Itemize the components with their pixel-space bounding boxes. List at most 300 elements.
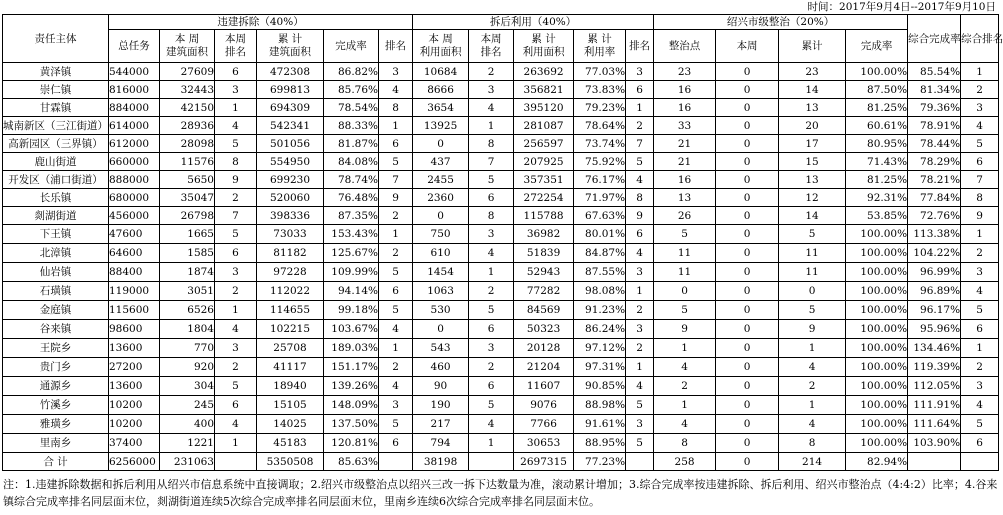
cell-col-10: 88.95% (574, 434, 626, 453)
table-row (3, 189, 999, 207)
cell-col-11: 3 (626, 320, 654, 339)
cell-col-2: 6526 (160, 301, 215, 320)
subject-name: 石璜镇 (3, 282, 109, 301)
cell-col-10: 91.61% (574, 415, 626, 434)
cell-col-3: 6 (215, 396, 257, 415)
demolition-col-2: 本周 排名 (215, 30, 257, 63)
cell-col-7: 1063 (413, 282, 469, 301)
cell-col-6: 5 (379, 153, 413, 171)
cell-col-14: 14 (779, 81, 846, 99)
time-range: 时间：2017年9月4日--2017年9月10日 (807, 1, 996, 13)
cell-col-10: 90.85% (574, 377, 626, 396)
cell-col-8: 4 (469, 244, 514, 263)
cell-col-2: 26798 (160, 207, 215, 225)
cell-col-13: 0 (716, 415, 779, 434)
cell-col-15: 100.00% (846, 396, 908, 415)
cell-col-13: 0 (716, 453, 779, 471)
cell-col-16: 134.46% (908, 339, 961, 358)
cell-col-8: 1 (469, 434, 514, 453)
cell-col-14: 11 (779, 244, 846, 263)
cell-col-11: 4 (626, 244, 654, 263)
cell-col-15: 100.00% (846, 63, 908, 81)
cell-col-16: 85.54% (908, 63, 961, 81)
subject-name: 黄泽镇 (3, 63, 109, 81)
demolition-col-5: 排名 (379, 30, 413, 63)
cell-col-7: 0 (413, 320, 469, 339)
cell-col-15: 87.50% (846, 81, 908, 99)
cell-col-15: 100.00% (846, 358, 908, 377)
cell-col-1: 13600 (109, 377, 160, 396)
subject-name: 甘霖镇 (3, 99, 109, 117)
cell-col-4: 41117 (257, 358, 324, 377)
header-city-renovation-group: 绍兴市级整治（20%） (654, 15, 908, 30)
subject-name: 长乐镇 (3, 189, 109, 207)
cell-col-13: 0 (716, 207, 779, 225)
cell-col-6: 5 (379, 301, 413, 320)
cell-col-5: 78.74% (324, 171, 379, 189)
cell-col-15: 60.61% (846, 117, 908, 135)
cell-col-14: 2 (779, 377, 846, 396)
cell-col-15: 100.00% (846, 434, 908, 453)
cell-col-12: 16 (654, 99, 716, 117)
cell-col-17: 3 (961, 99, 999, 117)
cell-col-17: 4 (961, 396, 999, 415)
cell-col-8: 6 (469, 377, 514, 396)
cell-col-4: 73033 (257, 225, 324, 244)
footnote: 注：1.违建拆除数据和拆后利用从绍兴市信息系统中直接调取；2.绍兴市级整治点以绍兴三改一拆下达数量为准，滚动累计增加；3.综合完成率按违建拆除、拆后利用、绍兴市整治点（4:4:2）比率；4.谷来镇综合完成率排名同层面末位，剡湖街道连续5次综合完成率排名同层面末位，里南乡连续6次综合完成率排名同层面末位。 (3, 478, 998, 508)
cell-col-12: 1 (654, 396, 716, 415)
cell-col-7: 90 (413, 377, 469, 396)
cell-col-10: 77.23% (574, 453, 626, 471)
cell-col-15: 100.00% (846, 282, 908, 301)
cell-col-8: 1 (469, 117, 514, 135)
cell-col-6 (379, 453, 413, 471)
cell-col-7: 190 (413, 396, 469, 415)
cell-col-5: 153.43% (324, 225, 379, 244)
cell-col-4: 102215 (257, 320, 324, 339)
cell-col-12: 11 (654, 263, 716, 282)
cell-col-7: 3654 (413, 99, 469, 117)
reuse-col-2: 累 计 利用面积 (514, 30, 574, 63)
cell-col-11: 6 (626, 81, 654, 99)
cell-col-1: 119000 (109, 282, 160, 301)
cell-col-14: 13 (779, 99, 846, 117)
cell-col-16: 111.64% (908, 415, 961, 434)
cell-col-3: 8 (215, 153, 257, 171)
table-row (3, 434, 999, 453)
cell-col-4: 472308 (257, 63, 324, 81)
cell-col-1: 115600 (109, 301, 160, 320)
table-row (3, 135, 999, 153)
cell-col-12: 16 (654, 171, 716, 189)
cell-col-10: 79.23% (574, 99, 626, 117)
cell-col-7: 13925 (413, 117, 469, 135)
cell-col-7: 10684 (413, 63, 469, 81)
cell-col-5: 151.17% (324, 358, 379, 377)
cell-col-1: 544000 (109, 63, 160, 81)
cell-col-5: 86.82% (324, 63, 379, 81)
cell-col-10: 73.74% (574, 135, 626, 153)
cell-col-11: 3 (626, 415, 654, 434)
cell-col-14: 5 (779, 301, 846, 320)
cell-col-6: 7 (379, 171, 413, 189)
cell-col-17: 2 (961, 81, 999, 99)
cell-col-9: 2697315 (514, 453, 574, 471)
cell-col-13: 0 (716, 434, 779, 453)
renovation-col-3: 完成率 (846, 30, 908, 63)
cell-col-2: 27609 (160, 63, 215, 81)
cell-col-12: 4 (654, 358, 716, 377)
cell-col-5: 109.99% (324, 263, 379, 282)
cell-col-4: 5350508 (257, 453, 324, 471)
cell-col-7: 460 (413, 358, 469, 377)
cell-col-8: 8 (469, 135, 514, 153)
table-row (3, 171, 999, 189)
cell-col-6: 4 (379, 377, 413, 396)
cell-col-13: 0 (716, 320, 779, 339)
cell-col-2: 245 (160, 396, 215, 415)
cell-col-12: 21 (654, 153, 716, 171)
cell-col-7: 0 (413, 207, 469, 225)
cell-col-12: 4 (654, 415, 716, 434)
cell-col-13: 0 (716, 225, 779, 244)
cell-col-17: 7 (961, 171, 999, 189)
cell-col-10: 78.64% (574, 117, 626, 135)
reuse-col-4: 排名 (626, 30, 654, 63)
cell-col-5: 85.63% (324, 453, 379, 471)
cell-col-7: 38198 (413, 453, 469, 471)
cell-col-10: 71.97% (574, 189, 626, 207)
cell-col-7: 0 (413, 135, 469, 153)
cell-col-17: 6 (961, 320, 999, 339)
cell-col-14: 4 (779, 358, 846, 377)
cell-col-5: 81.87% (324, 135, 379, 153)
cell-col-10: 73.83% (574, 81, 626, 99)
cell-col-10: 91.23% (574, 301, 626, 320)
cell-col-13: 0 (716, 135, 779, 153)
subject-name: 下王镇 (3, 225, 109, 244)
cell-col-4: 501056 (257, 135, 324, 153)
cell-col-17: 4 (961, 282, 999, 301)
cell-col-11: 7 (626, 135, 654, 153)
cell-col-14: 23 (779, 63, 846, 81)
cell-col-1: 884000 (109, 99, 160, 117)
cell-col-16: 78.29% (908, 153, 961, 171)
cell-col-11: 5 (626, 396, 654, 415)
cell-col-8: 8 (469, 207, 514, 225)
cell-col-2: 1804 (160, 320, 215, 339)
cell-col-8: 3 (469, 81, 514, 99)
cell-col-1: 888000 (109, 171, 160, 189)
cell-col-17: 5 (961, 415, 999, 434)
cell-col-13: 0 (716, 117, 779, 135)
table-row (3, 358, 999, 377)
cell-col-13: 0 (716, 244, 779, 263)
cell-col-14: 12 (779, 189, 846, 207)
cell-col-1: 88400 (109, 263, 160, 282)
cell-col-5: 189.03% (324, 339, 379, 358)
cell-col-2: 11576 (160, 153, 215, 171)
table-row (3, 244, 999, 263)
cell-col-14: 17 (779, 135, 846, 153)
cell-col-9: 272254 (514, 189, 574, 207)
cell-col-13: 0 (716, 358, 779, 377)
cell-col-11: 1 (626, 282, 654, 301)
cell-col-15: 71.43% (846, 153, 908, 171)
cell-col-6: 5 (379, 263, 413, 282)
cell-col-8: 4 (469, 415, 514, 434)
cell-col-11: 5 (626, 153, 654, 171)
cell-col-5: 76.48% (324, 189, 379, 207)
cell-col-4: 15105 (257, 396, 324, 415)
cell-col-4: 97228 (257, 263, 324, 282)
cell-col-13: 0 (716, 171, 779, 189)
cell-col-6: 4 (379, 320, 413, 339)
cell-col-16: 77.84% (908, 189, 961, 207)
cell-col-16: 112.05% (908, 377, 961, 396)
cell-col-4: 114655 (257, 301, 324, 320)
subject-name: 合 计 (3, 453, 109, 471)
cell-col-4: 694309 (257, 99, 324, 117)
subject-name: 里南乡 (3, 434, 109, 453)
cell-col-9: 21204 (514, 358, 574, 377)
cell-col-11: 1 (626, 99, 654, 117)
subject-name: 城南新区（三江街道） (3, 117, 109, 135)
cell-col-12: 23 (654, 63, 716, 81)
cell-col-3: 3 (215, 339, 257, 358)
cell-col-10: 76.17% (574, 171, 626, 189)
demolition-col-0: 总任务 (109, 30, 160, 63)
cell-col-13: 0 (716, 396, 779, 415)
cell-col-3: 2 (215, 282, 257, 301)
cell-col-13: 0 (716, 263, 779, 282)
cell-col-5: 139.26% (324, 377, 379, 396)
demolition-col-3: 累 计 建筑面积 (257, 30, 324, 63)
cell-col-10: 84.87% (574, 244, 626, 263)
cell-col-9: 263692 (514, 63, 574, 81)
cell-col-11 (626, 453, 654, 471)
cell-col-5: 87.35% (324, 207, 379, 225)
cell-col-10: 77.03% (574, 63, 626, 81)
cell-col-4: 520060 (257, 189, 324, 207)
cell-col-6: 2 (379, 358, 413, 377)
cell-col-9: 52943 (514, 263, 574, 282)
cell-col-14: 1 (779, 339, 846, 358)
cell-col-9: 356821 (514, 81, 574, 99)
cell-col-13: 0 (716, 301, 779, 320)
table-row (3, 63, 999, 81)
cell-col-8: 3 (469, 225, 514, 244)
renovation-col-0: 整治点 (654, 30, 716, 63)
cell-col-15: 100.00% (846, 415, 908, 434)
cell-col-12: 13 (654, 189, 716, 207)
cell-col-6: 5 (379, 415, 413, 434)
cell-col-17: 1 (961, 339, 999, 358)
cell-col-5: 120.81% (324, 434, 379, 453)
total-row (3, 453, 999, 471)
cell-col-9: 207925 (514, 153, 574, 171)
header-reuse-group: 拆后利用（40%） (413, 15, 654, 30)
cell-col-14: 0 (779, 282, 846, 301)
cell-col-6: 8 (379, 99, 413, 117)
cell-col-16: 104.22% (908, 244, 961, 263)
cell-col-1: 27200 (109, 358, 160, 377)
cell-col-7: 530 (413, 301, 469, 320)
header-composite-rank: 综合排名 (961, 15, 999, 63)
cell-col-4: 45183 (257, 434, 324, 453)
cell-col-16: 72.76% (908, 207, 961, 225)
cell-col-4: 398336 (257, 207, 324, 225)
cell-col-8: 2 (469, 63, 514, 81)
cell-col-17: 3 (961, 263, 999, 282)
cell-col-17: 9 (961, 207, 999, 225)
cell-col-15: 82.94% (846, 453, 908, 471)
cell-col-10: 97.31% (574, 358, 626, 377)
cell-col-16: 111.91% (908, 396, 961, 415)
renovation-col-2: 累计 (779, 30, 846, 63)
cell-col-12: 2 (654, 377, 716, 396)
cell-col-10: 80.01% (574, 225, 626, 244)
cell-col-5: 137.50% (324, 415, 379, 434)
cell-col-9: 395120 (514, 99, 574, 117)
cell-col-1: 64600 (109, 244, 160, 263)
cell-col-3: 1 (215, 301, 257, 320)
cell-col-3: 5 (215, 377, 257, 396)
cell-col-3 (215, 453, 257, 471)
cell-col-16: 96.17% (908, 301, 961, 320)
cell-col-13: 0 (716, 377, 779, 396)
cell-col-4: 81182 (257, 244, 324, 263)
reuse-col-3: 累 计 利用率 (574, 30, 626, 63)
cell-col-3: 3 (215, 263, 257, 282)
cell-col-15: 81.25% (846, 99, 908, 117)
table-row (3, 207, 999, 225)
cell-col-17: 5 (961, 301, 999, 320)
cell-col-7: 750 (413, 225, 469, 244)
table-row (3, 377, 999, 396)
cell-col-13: 0 (716, 81, 779, 99)
cell-col-13: 0 (716, 99, 779, 117)
cell-col-1: 680000 (109, 189, 160, 207)
cell-col-7: 794 (413, 434, 469, 453)
cell-col-9: 9076 (514, 396, 574, 415)
cell-col-5: 94.14% (324, 282, 379, 301)
cell-col-10: 98.08% (574, 282, 626, 301)
demolition-col-4: 完成率 (324, 30, 379, 63)
cell-col-3: 5 (215, 135, 257, 153)
subject-name: 开发区（浦口街道） (3, 171, 109, 189)
cell-col-8: 5 (469, 171, 514, 189)
cell-col-5: 88.33% (324, 117, 379, 135)
cell-col-12: 5 (654, 301, 716, 320)
cell-col-8: 7 (469, 153, 514, 171)
subject-name: 鹿山街道 (3, 153, 109, 171)
cell-col-15: 80.95% (846, 135, 908, 153)
table-row (3, 339, 999, 358)
cell-col-10: 67.63% (574, 207, 626, 225)
cell-col-14: 13 (779, 171, 846, 189)
cell-col-8: 2 (469, 282, 514, 301)
cell-col-4: 699813 (257, 81, 324, 99)
cell-col-7: 610 (413, 244, 469, 263)
cell-col-12: 21 (654, 135, 716, 153)
cell-col-3: 2 (215, 189, 257, 207)
cell-col-1: 614000 (109, 117, 160, 135)
cell-col-2: 32443 (160, 81, 215, 99)
cell-col-4: 18940 (257, 377, 324, 396)
cell-col-2: 1665 (160, 225, 215, 244)
cell-col-4: 542341 (257, 117, 324, 135)
cell-col-15: 100.00% (846, 225, 908, 244)
cell-col-2: 5650 (160, 171, 215, 189)
cell-col-16 (908, 453, 961, 471)
cell-col-1: 13600 (109, 339, 160, 358)
cell-col-11: 4 (626, 377, 654, 396)
cell-col-5: 78.54% (324, 99, 379, 117)
subject-name: 竹溪乡 (3, 396, 109, 415)
cell-col-6: 6 (379, 135, 413, 153)
cell-col-6: 2 (379, 244, 413, 263)
cell-col-9: 36982 (514, 225, 574, 244)
cell-col-9: 20128 (514, 339, 574, 358)
cell-col-7: 1454 (413, 263, 469, 282)
cell-col-12: 1 (654, 339, 716, 358)
cell-col-15: 100.00% (846, 244, 908, 263)
cell-col-6: 2 (379, 207, 413, 225)
cell-col-9: 256597 (514, 135, 574, 153)
cell-col-1: 47600 (109, 225, 160, 244)
cell-col-17: 2 (961, 358, 999, 377)
cell-col-11: 5 (626, 434, 654, 453)
cell-col-12: 9 (654, 320, 716, 339)
subject-name: 金庭镇 (3, 301, 109, 320)
cell-col-9: 51839 (514, 244, 574, 263)
cell-col-16: 96.99% (908, 263, 961, 282)
cell-col-8 (469, 453, 514, 471)
cell-col-4: 14025 (257, 415, 324, 434)
cell-col-3: 6 (215, 63, 257, 81)
table-row (3, 263, 999, 282)
cell-col-11: 8 (626, 189, 654, 207)
cell-col-3: 1 (215, 99, 257, 117)
header-subject: 责任主体 (3, 15, 109, 63)
cell-col-16: 103.90% (908, 434, 961, 453)
table-row (3, 301, 999, 320)
cell-col-2: 1221 (160, 434, 215, 453)
cell-col-12: 258 (654, 453, 716, 471)
cell-col-17: 3 (961, 377, 999, 396)
cell-col-9: 281087 (514, 117, 574, 135)
cell-col-6: 3 (379, 63, 413, 81)
cell-col-3: 3 (215, 81, 257, 99)
cell-col-12: 16 (654, 81, 716, 99)
cell-col-6: 1 (379, 117, 413, 135)
cell-col-15: 100.00% (846, 339, 908, 358)
header-demolition-group: 违建拆除（40%） (109, 15, 413, 30)
cell-col-7: 2455 (413, 171, 469, 189)
cell-col-11: 2 (626, 339, 654, 358)
cell-col-16: 113.38% (908, 225, 961, 244)
subject-name: 剡湖街道 (3, 207, 109, 225)
reuse-col-1: 本周 排名 (469, 30, 514, 63)
cell-col-12: 8 (654, 434, 716, 453)
cell-col-17: 1 (961, 63, 999, 81)
cell-col-6: 1 (379, 225, 413, 244)
cell-col-9: 77282 (514, 282, 574, 301)
cell-col-11: 1 (626, 358, 654, 377)
cell-col-10: 88.98% (574, 396, 626, 415)
cell-col-2: 400 (160, 415, 215, 434)
